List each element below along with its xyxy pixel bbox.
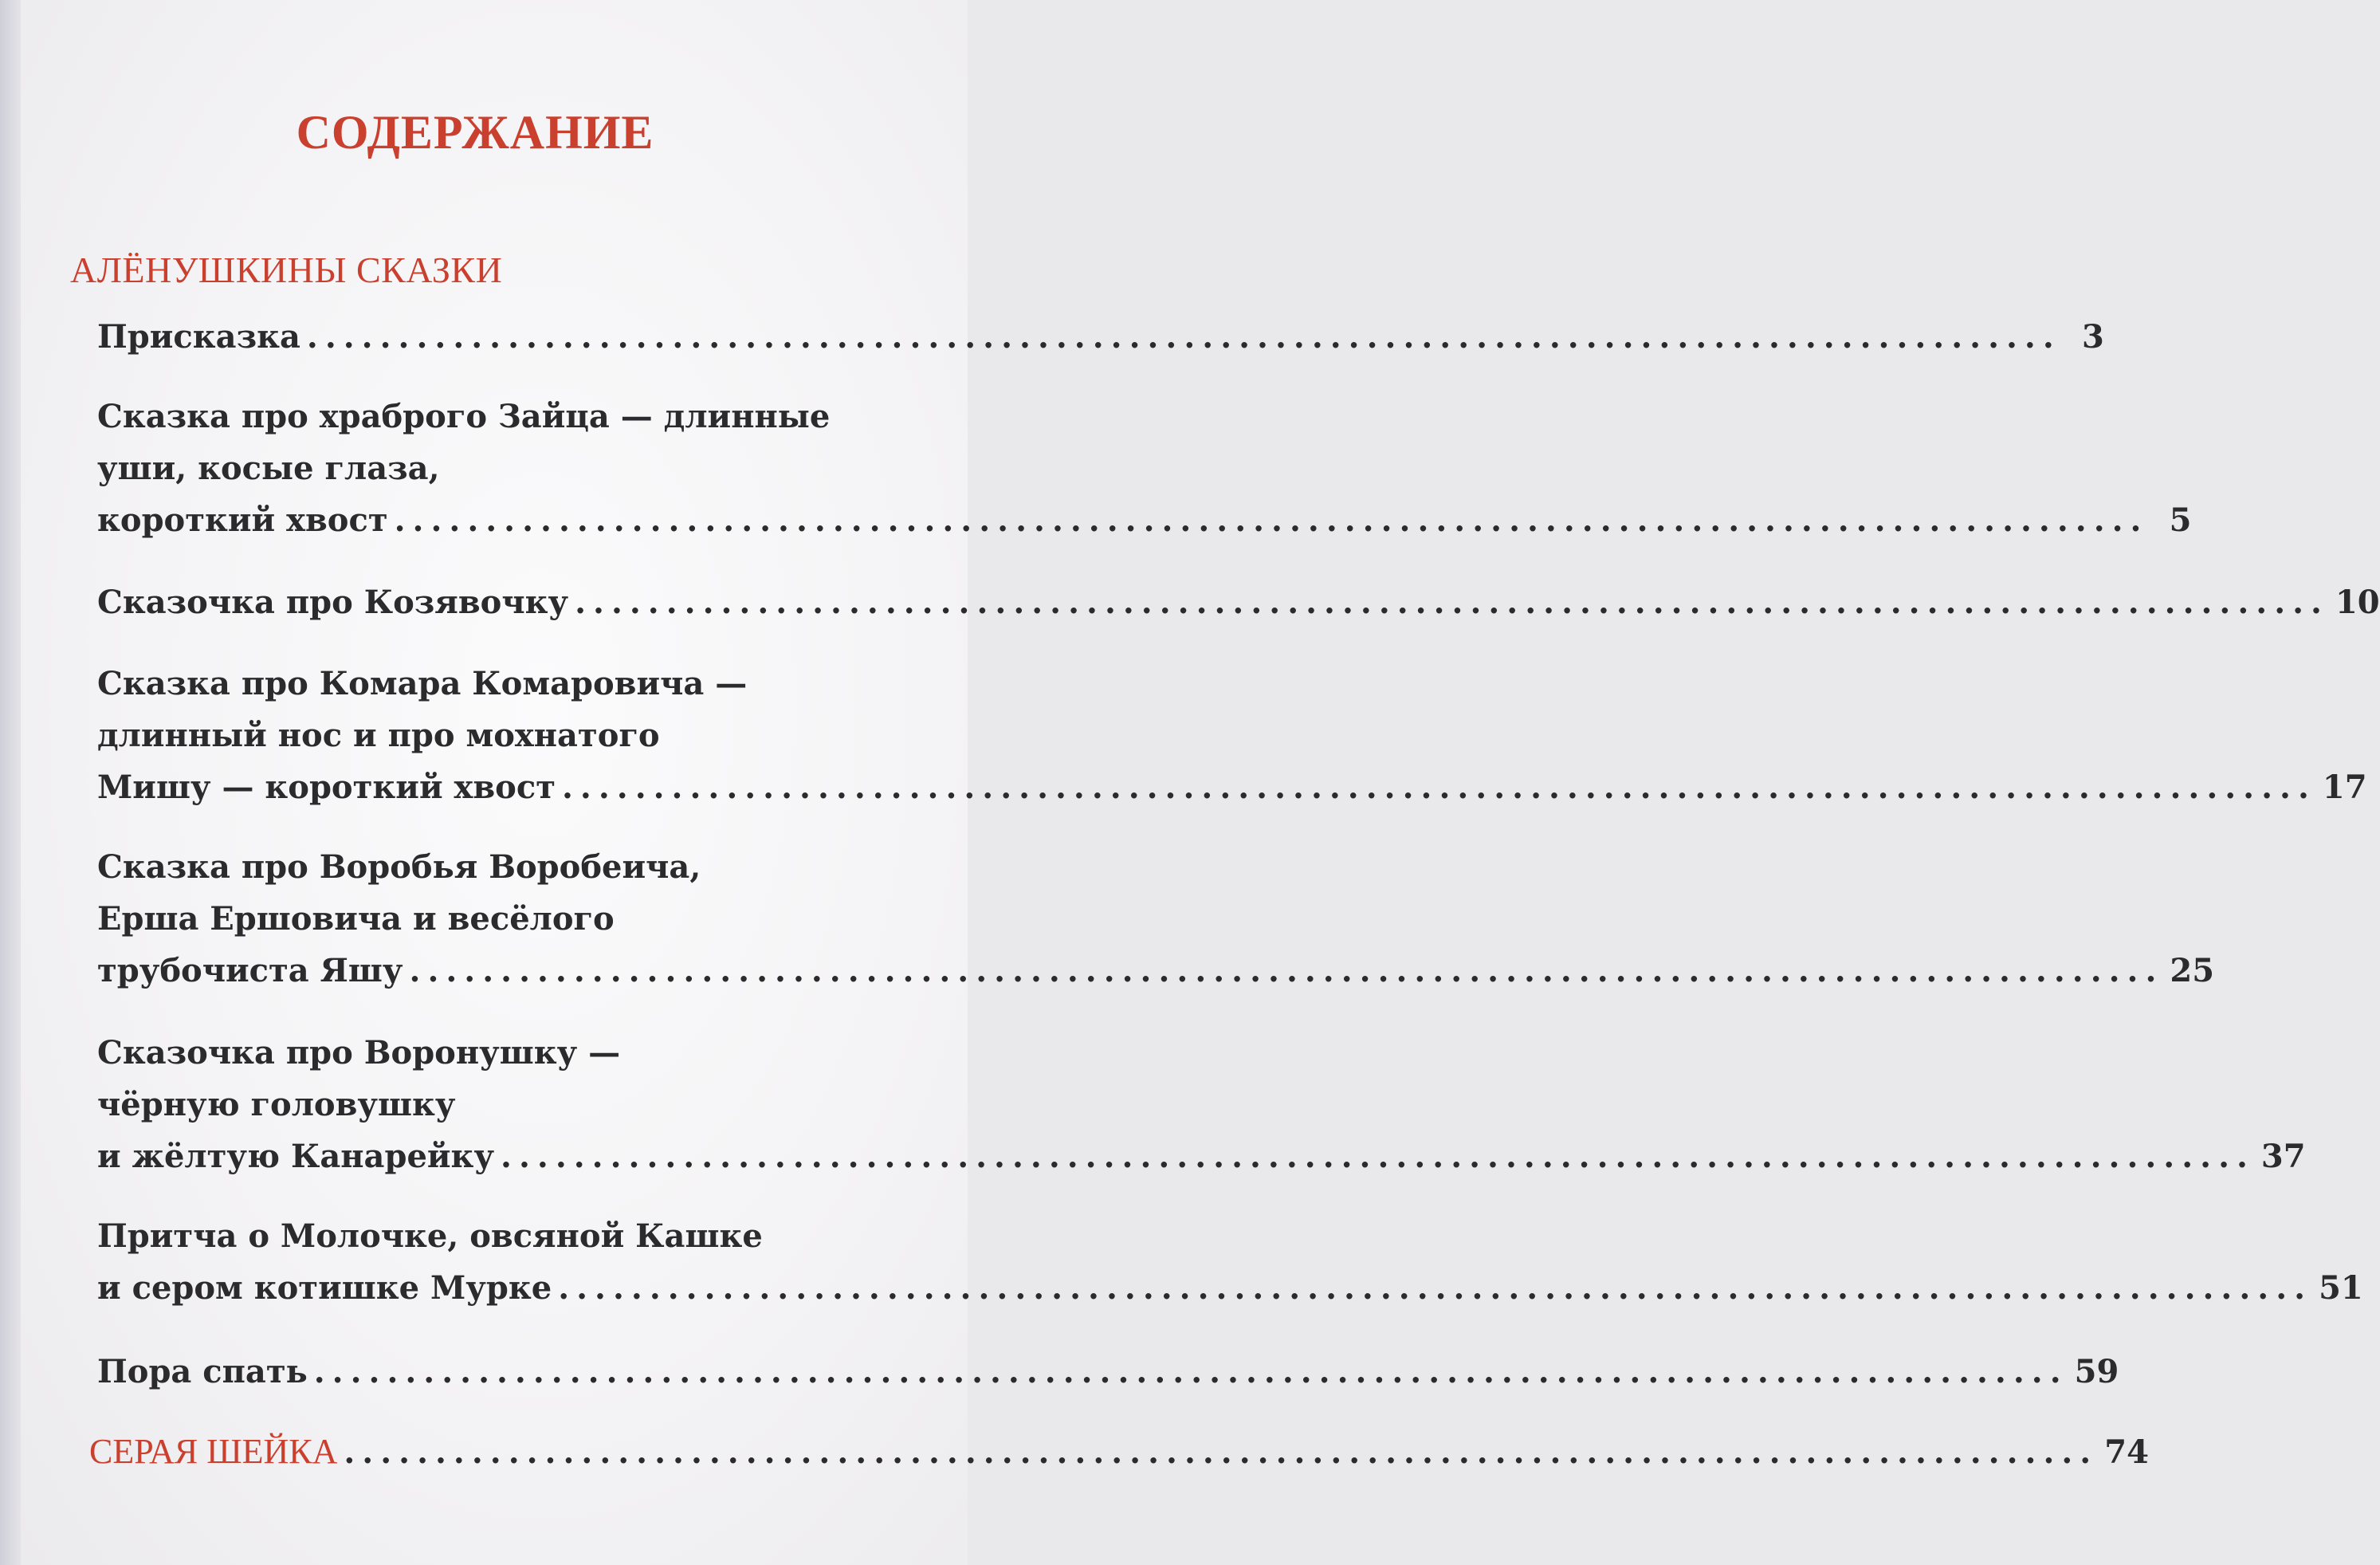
- toc-entry-title: Пора спать: [97, 1353, 308, 1390]
- toc-entry-title: Присказка: [97, 318, 300, 356]
- toc-entry-title-line: чёрную головушку: [97, 1086, 456, 1123]
- toc-page-number: 74: [2104, 1433, 2149, 1471]
- toc-page-number: 3: [2081, 318, 2104, 356]
- toc-page-number: 10: [2335, 584, 2380, 621]
- page-title: СОДЕРЖАНИЕ: [296, 106, 654, 159]
- toc-entry-title-line: трубочиста Яшу: [97, 952, 403, 989]
- toc-entry-title: Сказочка про Козявочку: [97, 584, 569, 621]
- toc-entry-title-line: Притча о Молочке, овсяной Кашке: [97, 1217, 763, 1255]
- toc-page-number: 5: [2169, 501, 2192, 539]
- toc-entry: [97, 391, 2192, 546]
- toc-entry: [97, 658, 2367, 813]
- dot-leader: ................................................................................................: [344, 1433, 2099, 1471]
- toc-page-number: 51: [2319, 1269, 2363, 1307]
- toc-entry: [97, 311, 2104, 363]
- toc-entry-title-line: Сказка про храброго Зайца — длинные: [97, 398, 831, 435]
- dot-leader: ................................................................................................: [558, 1269, 2313, 1307]
- toc-entry-title-line: Ерша Ершовича и весёлого: [97, 900, 615, 938]
- book-spine-edge: [0, 0, 21, 1565]
- toc-entry: [97, 576, 2380, 628]
- toc-entry-title-line: Сказочка про Воронушку —: [97, 1034, 621, 1072]
- toc-entry-title-line: Сказка про Комара Комаровича —: [97, 665, 748, 702]
- dot-leader: ................................................................................................: [306, 318, 2061, 356]
- toc-entry: [97, 1346, 2119, 1398]
- toc-entry-title-line: длинный нос и про мохнатого: [97, 717, 660, 754]
- toc-page-number: 17: [2322, 769, 2367, 806]
- section-title-seraya-sheyka: СЕРАЯ ШЕЙКА: [89, 1432, 338, 1471]
- book-page: [21, 0, 2380, 1565]
- toc-entry-title-line: уши, косые глаза,: [97, 450, 440, 487]
- toc-entry: [97, 1027, 2306, 1182]
- dot-leader: ................................................................................................: [394, 501, 2149, 539]
- toc-entry-title-line: и сером котишке Мурке: [97, 1269, 552, 1307]
- toc-entry-title-line: Мишу — короткий хвост: [97, 769, 556, 806]
- dot-leader: ................................................................................................: [313, 1353, 2068, 1390]
- dot-leader: ................................................................................................: [575, 584, 2329, 621]
- toc-entry-title-line: короткий хвост: [97, 501, 388, 539]
- toc-entry-title-line: и жёлтую Канарейку: [97, 1138, 495, 1175]
- toc-entry-title-line: Сказка про Воробья Воробеича,: [97, 848, 701, 886]
- section-title-alenushkiny-skazki: АЛЁНУШКИНЫ СКАЗКИ: [70, 250, 503, 290]
- section-entry-seraya-sheyka: [89, 1424, 2149, 1480]
- toc-page-number: 37: [2260, 1138, 2306, 1175]
- dot-leader: ................................................................................................: [409, 952, 2164, 989]
- toc-page-number: 59: [2074, 1353, 2119, 1390]
- dot-leader: ................................................................................................: [562, 769, 2316, 806]
- toc-entry: [97, 1210, 2363, 1314]
- dot-leader: ................................................................................................: [501, 1138, 2255, 1175]
- toc-entry: [97, 841, 2215, 997]
- toc-page-number: 25: [2170, 952, 2215, 989]
